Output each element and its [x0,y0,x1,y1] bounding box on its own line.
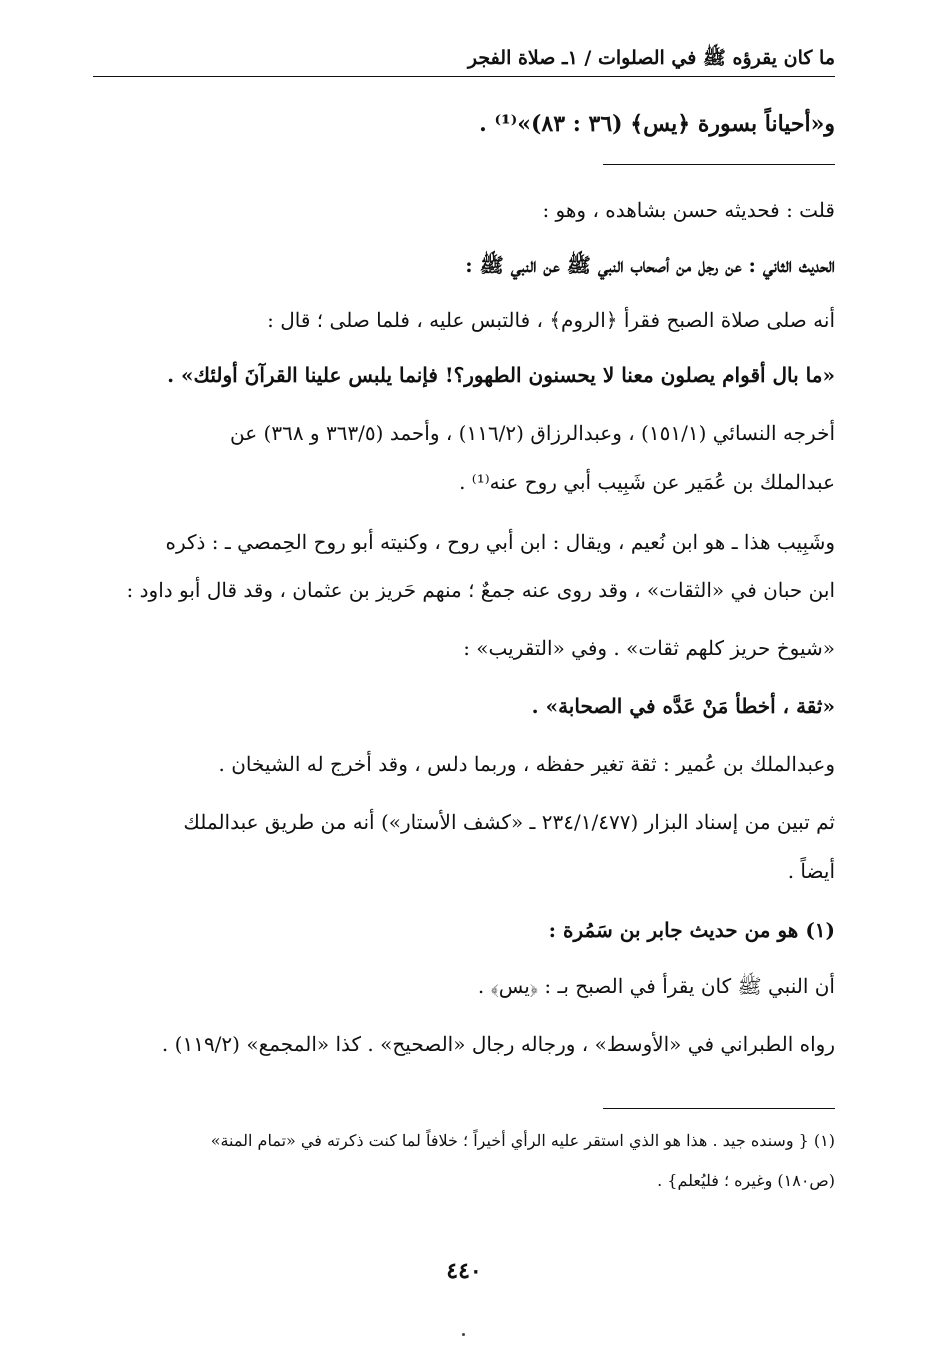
footnote-line-1: (١) { وسنده جيد . هذا هو الذي استقر عليه الرأي أخيراً ؛ خلافاً لما كنت ذكرته في «تمام المنة» [210,1131,835,1150]
printing-mark [462,1333,465,1336]
text-line-7: عبدالملك بن عُمَير عن شَبِيب أبي روح عنه⁽¹⁾ . [459,470,835,494]
page-number: ٤٤٠ [446,1258,482,1284]
header-title: ما كان يقرؤه ﷺ في الصلوات / ١ـ صلاة الفجر [467,47,835,69]
hadith-heading: الحديث الثاني : عن رجل من أصحاب النبي ﷺ عن النبي ﷺ : [465,253,835,277]
text-line-12: وعبدالملك بن عُمير : ثقة تغير حفظه ، وربما دلس ، وقد أخرج له الشيخان . [218,752,835,776]
footnote-line-2: (ص١٨٠) وغيره ؛ فليُعلم} . [657,1171,835,1190]
hadith-text: «ما بال أقوام يصلون معنا لا يحسنون الطهور؟! فإنما يلبس علينا القرآنَ أولئك» . [167,363,835,387]
text-line-1: و«أحياناً بسورة ﴿يس﴾ (٣٦ : ٨٣)»⁽¹⁾ . [479,111,835,137]
text-line-4: أنه صلى صلاة الصبح فقرأ ﴿الروم﴾ ، فالتبس عليه ، فلما صلى ؛ قال : [267,308,835,332]
text-line-16: أن النبي ﷺ كان يقرأ في الصبح بـ : ﴿يس﴾ . [477,974,835,998]
text-line-17: رواه الطبراني في «الأوسط» ، ورجاله رجال «الصحيح» . كذا «المجمع» (١١٩/٢) . [161,1032,835,1056]
running-header [93,40,835,77]
text-line-2: قلت : فحديثه حسن بشاهده ، وهو : [542,198,835,222]
text-line-9: ابن حبان في «الثقات» ، وقد روى عنه جمعٌ ؛ منهم حَريز بن عثمان ، وقد قال أبو داود : [126,578,835,602]
text-line-8: وشَبِيب هذا ـ هو ابن نُعيم ، ويقال : ابن أبي روح ، وكنيته أبو روح الحِمصي ـ : ذكره [165,530,835,554]
text-line-14: أيضاً . [787,859,835,883]
text-line-11: «ثقة ، أخطأ مَنْ عَدَّه في الصحابة» . [531,694,835,718]
note-heading: (١) هو من حديث جابر بن سَمُرة : [548,918,835,942]
text-line-6: أخرجه النسائي (١٥١/١) ، وعبدالرزاق (١١٦/٢) ، وأحمد (٣٦٣/٥ و ٣٦٨) عن [230,421,835,445]
text-line-10: «شيوخ حريز كلهم ثقات» . وفي «التقريب» : [463,636,835,660]
short-separator [603,164,835,165]
text-line-13: ثم تبين من إسناد البزار (٢٣٤/١/٤٧٧ ـ «كشف الأستار») أنه من طريق عبدالملك [183,810,835,834]
footnote-separator [603,1108,835,1109]
